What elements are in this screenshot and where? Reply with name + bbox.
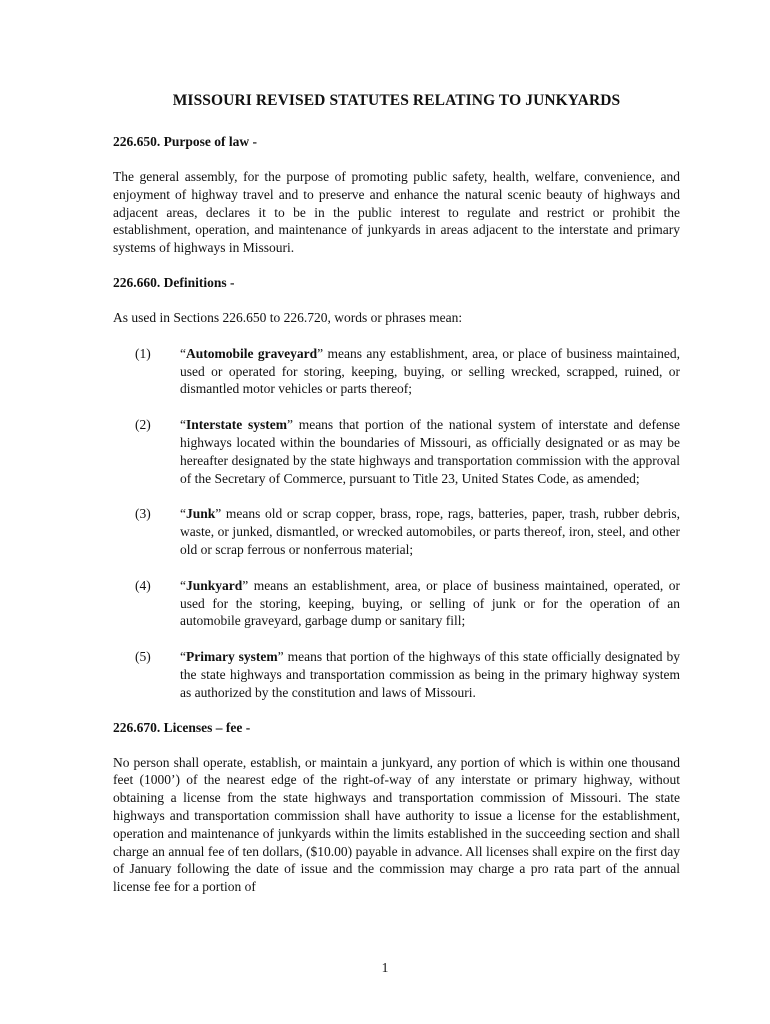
definition-term: Automobile graveyard xyxy=(186,345,318,361)
definition-number: (3) xyxy=(135,506,151,522)
page-number: 1 xyxy=(381,960,389,975)
definition-term: Junkyard xyxy=(186,577,243,593)
document-body xyxy=(113,92,680,914)
section-226-670-heading: 226.670. Licenses – fee - xyxy=(113,719,251,735)
definition-item xyxy=(113,648,680,701)
section-226-660-heading: 226.660. Definitions - xyxy=(113,274,235,290)
definition-item xyxy=(113,577,680,630)
definition-text: “Interstate system” means that portion of the national system of interstate and defense highways located within the boundaries of Missouri, as officially designated or as may be hereafter designated by the state highways and transportation commission with the approval of the Secretary of Commerce, pursuant to Title 23, United States Code, as amended; xyxy=(180,417,681,486)
section-226-660-intro: As used in Sections 226.650 to 226.720, words or phrases mean: xyxy=(113,309,463,325)
definition-item xyxy=(113,345,680,398)
definition-number: (1) xyxy=(135,345,151,361)
definition-item xyxy=(113,416,680,487)
definition-number: (5) xyxy=(135,649,151,665)
definition-term: Interstate system xyxy=(186,417,287,433)
section-226-650-heading: 226.650. Purpose of law - xyxy=(113,134,257,149)
definition-text: “Automobile graveyard” means any establishment, area, or place of business maintained, used or operated for storing, keeping, buying, or selling wrecked, scrapped, ruined, or dismantled motor vehicles or parts thereof; xyxy=(180,345,680,397)
definition-item xyxy=(113,505,680,558)
definition-text: “Junkyard” means an establishment, area, or place of business maintained, operated, or used for the storing, keeping, buying, or selling of junk or for the operation of an automobile graveyard, garbage dump or sanitary fill; xyxy=(180,577,680,629)
document-title: MISSOURI REVISED STATUTES RELATING TO JUNKYARDS xyxy=(172,92,621,109)
section-226-670-body: No person shall operate, establish, or maintain a junkyard, any portion of which is within one thousand feet (1000’) of the nearest edge of the right-of-way of any interstate or primary highway, without obtaining a license from the state highways and transportation commission of Missouri. The state highways and transportation commission shall have authority to issue a license for the establishment, operation and maintenance of junkyards within the limits established in the succeeding section and shall charge an annual fee of ten dollars, ($10.00) payable in advance. All licenses shall expire on the first day of January following the date of issue and the commission may charge a pro rata part of the annual license fee for a portion of xyxy=(113,754,680,895)
definition-number: (4) xyxy=(135,577,151,593)
definition-text: “Primary system” means that portion of the highways of this state officially designated by the state highways and transportation commission as being in the primary highway system as authorized by the constitution and laws of Missouri. xyxy=(180,649,680,700)
definition-term: Junk xyxy=(186,506,216,522)
definition-text: “Junk” means old or scrap copper, brass, rope, rags, batteries, paper, trash, rubber debris, waste, or junked, dismantled, or wrecked automobiles, or parts thereof, iron, steel, and other old or scrap ferrous or nonferrous material; xyxy=(180,506,680,557)
definition-number: (2) xyxy=(135,417,151,433)
section-226-650-body: The general assembly, for the purpose of promoting public safety, health, welfare, convenience, and enjoyment of highway travel and to preserve and enhance the natural scenic beauty of highways and adjacent areas, declares it to be in the public interest to regulate and restrict or prohibit the establishment, operation, and maintenance of junkyards in areas adjacent to the interstate and primary systems of highways in Missouri. xyxy=(113,169,680,256)
definition-term: Primary system xyxy=(186,649,278,665)
